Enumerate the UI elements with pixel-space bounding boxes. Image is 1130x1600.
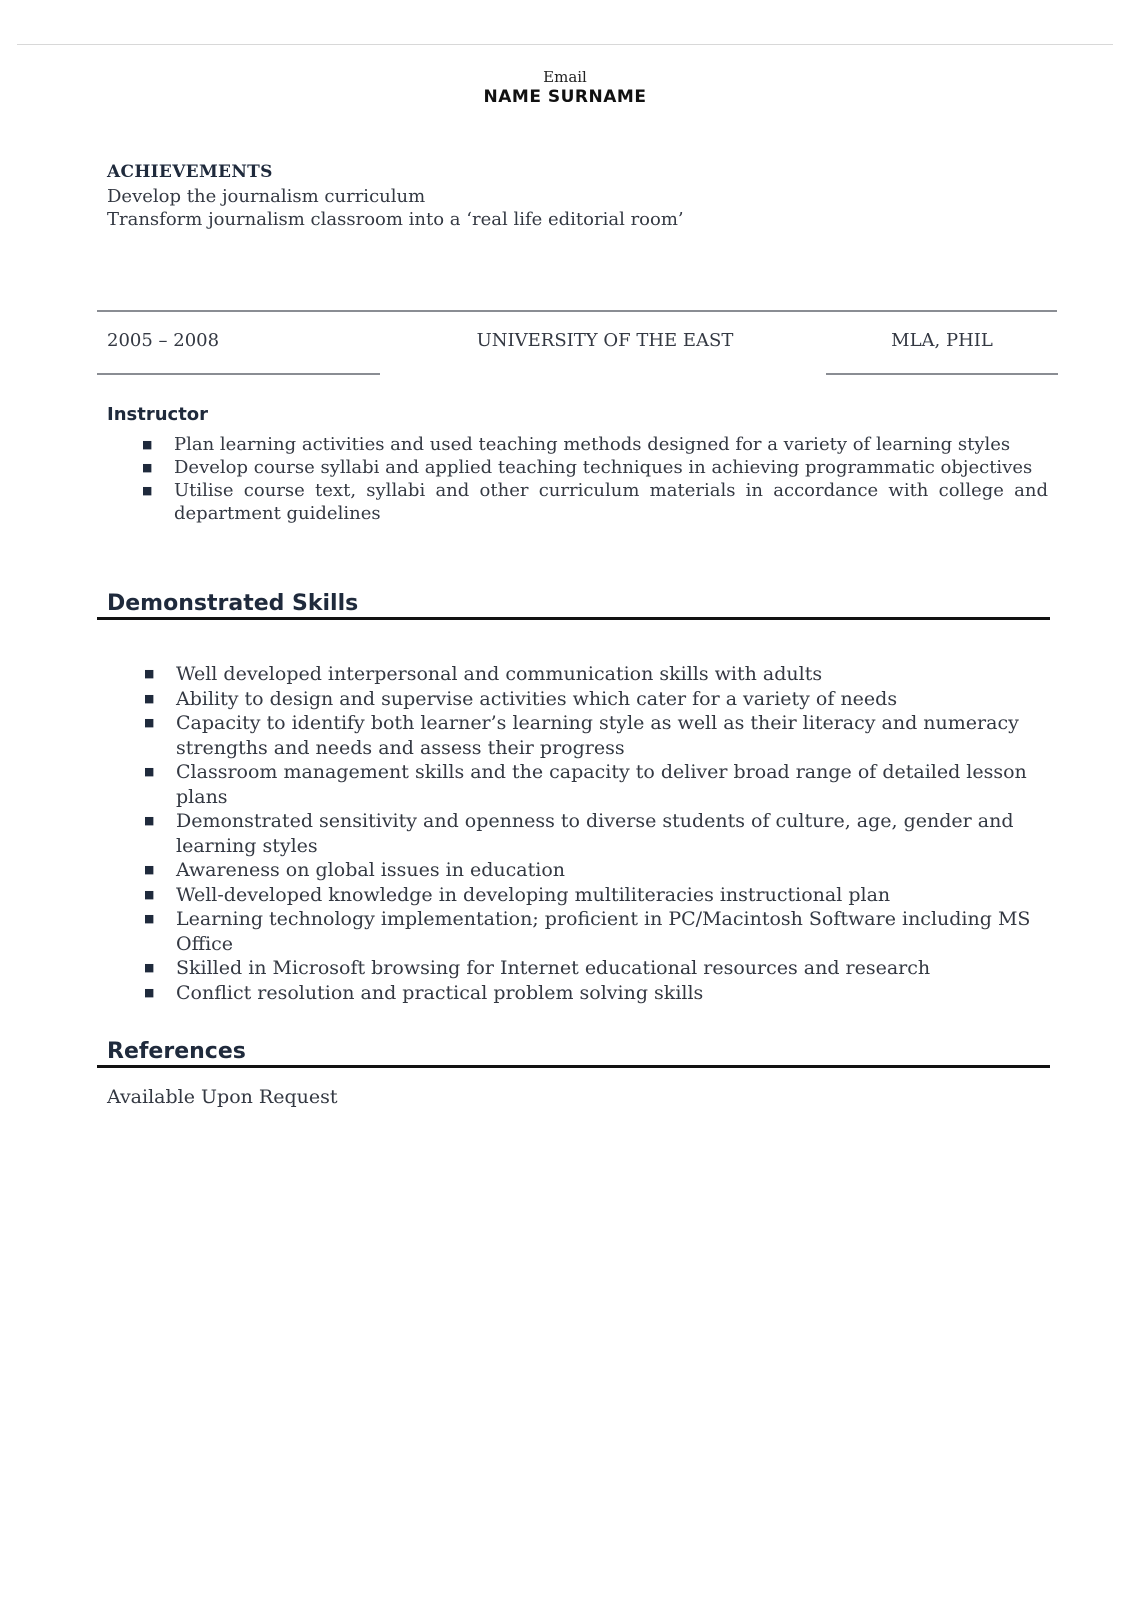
list-item xyxy=(107,760,1048,809)
references-divider xyxy=(97,1065,1050,1068)
list-item xyxy=(107,981,1048,1006)
skill-text: Capacity to identify both learner’s learning style as well as their literacy and numeracy strengths and needs and assess their progress xyxy=(176,712,1019,759)
square-bullet-icon: ■ xyxy=(144,716,155,729)
square-bullet-icon: ■ xyxy=(144,814,155,827)
square-bullet-icon: ■ xyxy=(144,985,155,999)
list-item xyxy=(107,687,1048,712)
education-location: MLA, PHIL xyxy=(891,330,993,351)
email-label: Email xyxy=(543,68,587,86)
skill-text: Ability to design and supervise activities which cater for a variety of needs xyxy=(176,687,898,710)
skills-list xyxy=(107,662,1048,1005)
skill-text: Awareness on global issues in education xyxy=(176,859,566,881)
list-item xyxy=(107,711,1048,760)
skill-text: Learning technology implementation; proficient in PC/Macintosh Software including MS Office xyxy=(176,908,1031,955)
page-top-divider xyxy=(17,44,1113,45)
square-bullet-icon: ■ xyxy=(144,863,155,876)
skill-text: Well developed interpersonal and communication skills with adults xyxy=(176,663,823,685)
square-bullet-icon: ■ xyxy=(144,912,155,925)
achievement-item: Develop the journalism curriculum xyxy=(107,186,426,207)
education-divider-top xyxy=(97,310,1057,312)
square-bullet-icon: ■ xyxy=(142,461,153,474)
skill-text: Demonstrated sensitivity and openness to diverse students of culture, age, gender and learning styles xyxy=(176,810,1014,857)
square-bullet-icon: ■ xyxy=(144,765,155,778)
references-text: Available Upon Request xyxy=(107,1086,338,1108)
square-bullet-icon: ■ xyxy=(144,691,155,705)
square-bullet-icon: ■ xyxy=(144,961,155,974)
list-item xyxy=(107,809,1048,858)
list-item xyxy=(107,956,1048,981)
skill-text: Conflict resolution and practical problem solving skills xyxy=(176,981,704,1004)
role-duties-list xyxy=(107,433,1048,525)
list-item xyxy=(107,662,1048,687)
role-title: Instructor xyxy=(107,404,209,425)
square-bullet-icon: ■ xyxy=(142,484,153,497)
list-item xyxy=(107,907,1048,956)
education-school: UNIVERSITY OF THE EAST xyxy=(476,330,734,351)
list-item xyxy=(107,456,1048,479)
square-bullet-icon: ■ xyxy=(142,438,153,451)
list-item xyxy=(107,883,1048,908)
square-bullet-icon: ■ xyxy=(144,887,155,901)
references-heading: References xyxy=(107,1039,246,1064)
candidate-name: NAME SURNAME xyxy=(483,87,647,107)
role-duty-text: Develop course syllabi and applied teaching techniques in achieving programmatic objectives xyxy=(174,457,1033,478)
skill-text: Skilled in Microsoft browsing for Internet educational resources and research xyxy=(176,957,931,979)
education-divider-right xyxy=(826,373,1058,375)
square-bullet-icon: ■ xyxy=(144,667,155,680)
list-item xyxy=(107,433,1048,456)
achievements-heading: ACHIEVEMENTS xyxy=(107,162,273,182)
skills-divider xyxy=(97,617,1050,620)
skills-heading: Demonstrated Skills xyxy=(107,591,359,616)
education-years: 2005 – 2008 xyxy=(107,330,220,351)
education-divider-left xyxy=(97,373,380,375)
list-item xyxy=(107,858,1048,883)
skill-text: Classroom management skills and the capacity to deliver broad range of detailed lesson plans xyxy=(176,761,1027,808)
role-duty-text: Plan learning activities and used teaching methods designed for a variety of learning styles xyxy=(174,434,1011,455)
achievement-item: Transform journalism classroom into a ‘real life editorial room’ xyxy=(107,209,684,230)
achievements-list xyxy=(107,185,684,231)
role-duty-text: Utilise course text, syllabi and other curriculum materials in accordance with college and department guidelines xyxy=(174,480,1048,524)
list-item xyxy=(107,479,1048,525)
skill-text: Well-developed knowledge in developing multiliteracies instructional plan xyxy=(176,883,891,906)
